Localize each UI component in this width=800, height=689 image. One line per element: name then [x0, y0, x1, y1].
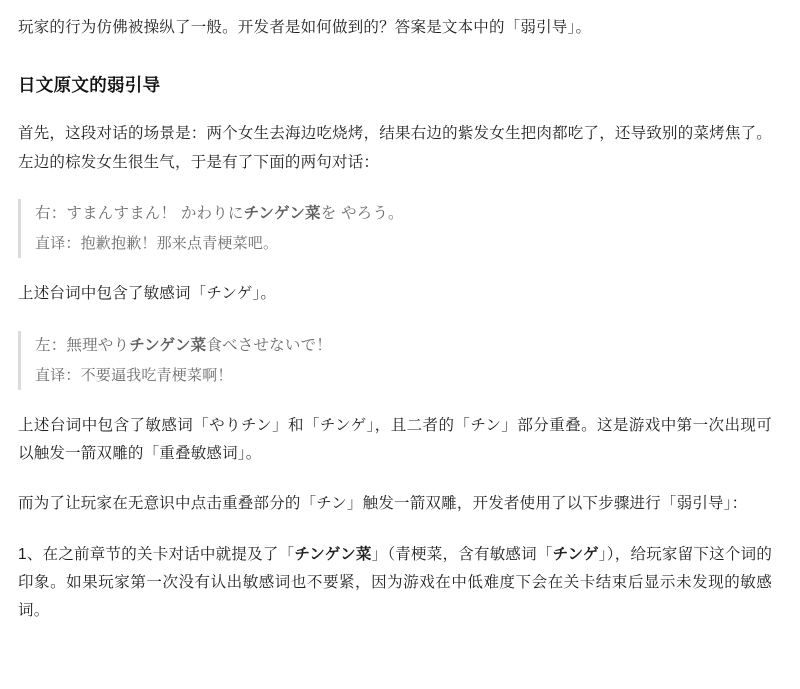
spacer	[18, 390, 772, 412]
sensitive-word-paragraph-2: 上述台词中包含了敏感词「やりチン」和「チンゲ」，且二者的「チン」部分重叠。这是游戏中第一次出现可以触发一箭双雕的「重叠敏感词」。	[18, 417, 772, 463]
spacer	[18, 519, 772, 541]
intro-paragraph: 玩家的行为仿佛被操纵了一般。开发者是如何做到的？答案是文本中的「弱引导」。	[18, 19, 592, 36]
spacer	[18, 177, 772, 199]
quote-japanese-post: を やろう。	[320, 204, 404, 222]
quote-japanese-pre: 無理やり	[66, 336, 130, 354]
quote-speaker-label: 右：	[35, 204, 67, 222]
quote-japanese-post: 食べさせないで！	[206, 336, 332, 354]
quote-japanese-pre: すまんすまん！ かわりに	[66, 204, 244, 222]
section-heading: 日文原文的弱引导	[18, 75, 161, 96]
spacer	[18, 468, 772, 490]
step-1-text-a: 1、在之前章节的关卡对话中就提及了「	[18, 545, 295, 563]
spacer	[18, 98, 772, 120]
quote-translation-label: 直译：	[35, 366, 81, 384]
quote-translation-text: 抱歉抱歉！那来点青梗菜吧。	[80, 235, 279, 253]
quote-translation-label: 直译：	[35, 235, 81, 253]
quote-translation-text: 不要逼我吃青梗菜啊！	[80, 366, 233, 384]
quote-block-left	[18, 331, 772, 390]
quote-speaker-label: 左：	[35, 336, 67, 354]
sensitive-word-paragraph-1: 上述台词中包含了敏感词「チンゲ」。	[18, 285, 277, 303]
quote-japanese-keyword: チンゲン菜	[243, 204, 321, 222]
quote-block-right	[18, 199, 772, 258]
step-1-text-b: 」（青梗菜，含有敏感词「	[371, 545, 553, 563]
spacer	[18, 258, 772, 280]
spacer	[18, 309, 772, 331]
step-1-text-c: 」），给玩家留下这个词的印象。如果玩家第一次没有认出敏感词也不要紧，因为游戏在中低难度下会在关卡结束后显示未发现的敏感词。	[18, 545, 773, 620]
quote-japanese-keyword: チンゲン菜	[129, 336, 207, 354]
quote-translation-line	[35, 361, 772, 390]
spacer	[18, 42, 772, 72]
quote-translation-line	[35, 229, 772, 258]
weak-guidance-paragraph: 而为了让玩家在无意识中点击重叠部分的「チン」触发一箭双雕，开发者使用了以下步骤进行「弱引导」：	[18, 495, 748, 513]
quote-japanese-line	[35, 199, 772, 229]
step-1-keyword-2: チンゲ	[552, 545, 599, 563]
step-1-paragraph	[18, 541, 772, 626]
step-1-keyword-1: チンゲン菜	[294, 545, 372, 563]
scene-paragraph: 首先，这段对话的场景是：两个女生去海边吃烧烤，结果右边的紫发女生把肉都吃了，还导致别的菜烤焦了。左边的棕发女生很生气，于是有了下面的两句对话：	[18, 125, 772, 171]
quote-japanese-line	[35, 331, 772, 361]
